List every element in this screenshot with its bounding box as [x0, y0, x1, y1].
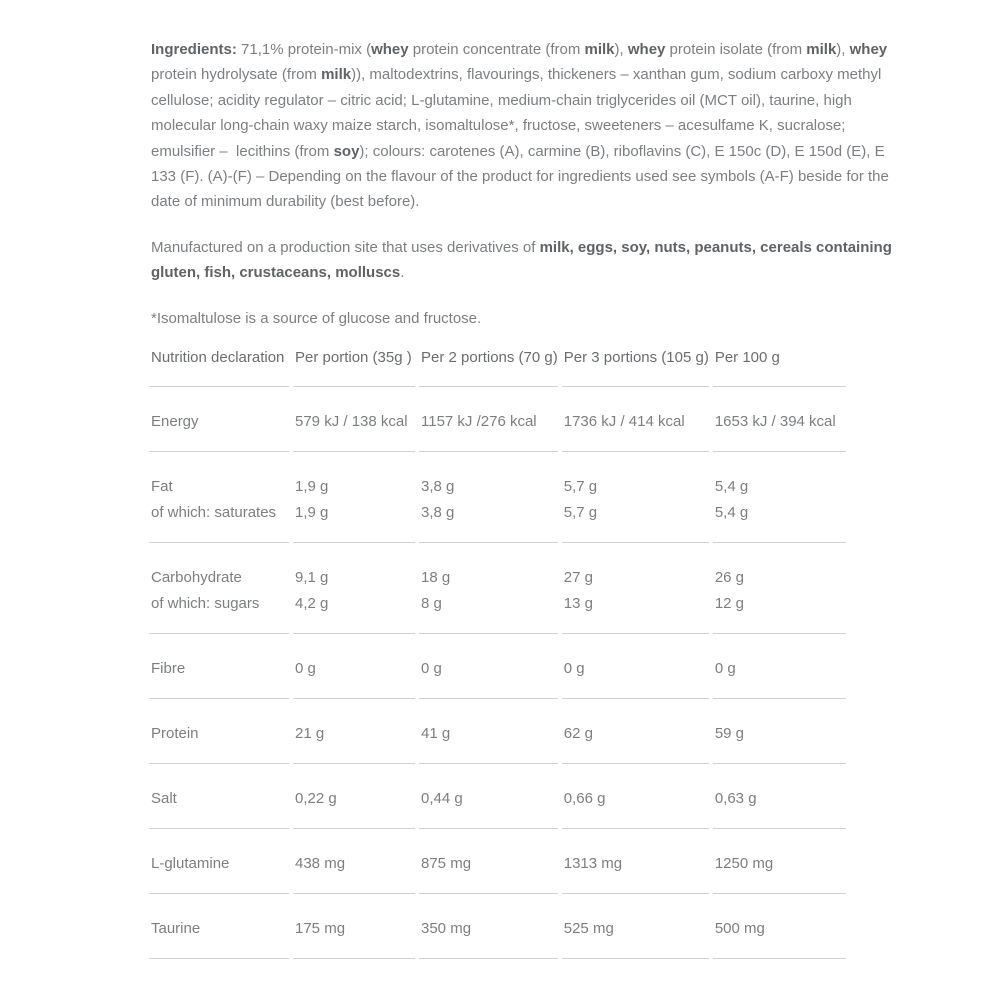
cell-line: 21 g: [295, 725, 325, 743]
text-line: [151, 113, 871, 138]
cell-line: 18 g: [421, 569, 451, 587]
table-cell: [149, 764, 289, 829]
bold-text-segment: whey: [627, 41, 666, 58]
cell-line: 9,1 g: [295, 569, 329, 587]
cell-line: 0,66 g: [563, 790, 606, 808]
cell-line: L-glutamine: [151, 855, 230, 873]
text-segment: Manufactured on a production site that uses derivatives of: [151, 238, 540, 256]
table-cell: [419, 894, 558, 959]
cell-line: Fat: [151, 478, 173, 496]
bold-text-segment: soy: [333, 142, 360, 160]
cell-line: Protein: [151, 725, 199, 743]
bold-text-segment: milk: [584, 41, 615, 58]
table-cell: [562, 699, 709, 764]
cell-line: 1,9 g: [295, 504, 329, 522]
cell-line: 0,63 g: [714, 790, 757, 808]
cell-line: Carbohydrate: [151, 569, 242, 587]
text-segment: ),: [836, 41, 850, 58]
cell-line: 5,4 g: [714, 504, 749, 522]
text-segment: cellulose; acidity regulator – citric acid; L-glutamine, medium-chain triglycerides oil (MCT oil), taurine, high: [151, 91, 852, 109]
table-cell: [713, 452, 846, 543]
cell-line: 1736 kJ / 414 kcal: [563, 413, 685, 431]
cell-line: 1,9 g: [295, 478, 329, 496]
table-cell: [149, 634, 289, 699]
table-cell: [293, 699, 415, 764]
table-header: [149, 345, 846, 387]
table-cell: [713, 894, 846, 959]
table-cell: [419, 764, 558, 829]
cell-line: 5,4 g: [714, 478, 749, 496]
table-cell: [149, 387, 289, 452]
cell-line: 175 mg: [295, 920, 346, 938]
cell-line: 5,7 g: [563, 504, 598, 522]
text-line: [151, 62, 882, 87]
column-header: Per portion (35g ): [293, 345, 415, 387]
cell-line: Energy: [151, 413, 199, 431]
table-row: [149, 764, 846, 829]
table-row: [149, 699, 846, 764]
table-cell: [149, 699, 289, 764]
table-cell: [562, 634, 709, 699]
text-line: [151, 88, 871, 113]
cell-line: 8 g: [421, 595, 442, 613]
table-cell: [562, 894, 709, 959]
text-line: [151, 260, 871, 285]
text-segment: )), maltodextrins, flavourings, thickeners – xanthan gum, sodium carboxy methyl: [351, 66, 882, 84]
column-header: Per 100 g: [713, 345, 846, 387]
cell-line: 27 g: [563, 569, 593, 587]
table-cell: [149, 452, 289, 543]
cell-line: 59 g: [714, 725, 745, 743]
cell-line: 1313 mg: [563, 855, 623, 873]
table-cell: [713, 699, 846, 764]
bold-text-segment: whey: [371, 41, 409, 58]
table-row: [149, 829, 846, 894]
cell-line: 0,44 g: [421, 790, 463, 808]
table-row: [149, 634, 846, 699]
text-segment: protein concentrate (from: [408, 41, 585, 58]
cell-line: 13 g: [563, 595, 593, 613]
cell-line: 1653 kJ / 394 kcal: [714, 413, 836, 431]
table-cell: [293, 387, 415, 452]
table-cell: [713, 543, 846, 634]
text-line: [151, 37, 888, 62]
table-cell: [562, 764, 709, 829]
text-segment: protein isolate (from: [665, 41, 807, 58]
cell-line: 0 g: [421, 660, 442, 678]
cell-line: 3,8 g: [421, 504, 455, 522]
table-cell: [419, 634, 558, 699]
table-cell: [293, 543, 415, 634]
cell-line: Fibre: [151, 660, 186, 678]
text-line: [151, 189, 871, 214]
table-body: [149, 387, 846, 959]
text-segment: protein hydrolysate (from: [151, 66, 322, 84]
product-details-section: [151, 37, 892, 959]
table-cell: [419, 829, 558, 894]
cell-line: 26 g: [714, 569, 745, 587]
table-cell: [713, 634, 846, 699]
bold-text-segment: milk: [806, 41, 837, 58]
text-line: [151, 164, 889, 189]
column-header: Per 3 portions (105 g): [562, 345, 709, 387]
cell-line: 0 g: [563, 660, 585, 678]
table-cell: [419, 543, 558, 634]
text-segment: .: [400, 264, 405, 282]
table-cell: [293, 829, 415, 894]
text-segment: 71,1% protein-mix (: [236, 41, 372, 58]
cell-line: 500 mg: [714, 920, 765, 938]
column-header: Nutrition declaration: [149, 345, 289, 387]
table-row: [149, 894, 846, 959]
text-segment: *Isomaltulose is a source of glucose and fructose.: [151, 309, 482, 327]
table-cell: [419, 699, 558, 764]
table-cell: [713, 387, 846, 452]
cell-line: 0,22 g: [295, 790, 337, 808]
table-cell: [419, 387, 558, 452]
cell-line: 438 mg: [295, 855, 346, 873]
table-cell: [149, 543, 289, 634]
table-row: [149, 387, 846, 452]
header-row: [149, 345, 846, 387]
text-segment: ),: [614, 41, 628, 58]
table-cell: [293, 634, 415, 699]
table-cell: [562, 543, 709, 634]
bold-text-segment: whey: [849, 41, 888, 58]
cell-line: 3,8 g: [421, 478, 455, 496]
cell-line: Taurine: [151, 920, 201, 938]
table-cell: [419, 452, 558, 543]
table-cell: [149, 829, 289, 894]
allergen-paragraph: [151, 235, 892, 286]
bold-text-segment: milk: [321, 66, 352, 84]
bold-text-segment: Ingredients:: [151, 41, 237, 58]
table-cell: [293, 764, 415, 829]
cell-line: 525 mg: [563, 920, 614, 938]
cell-line: of which: sugars: [151, 595, 260, 613]
cell-line: 1250 mg: [714, 855, 774, 873]
cell-line: 350 mg: [421, 920, 472, 938]
table-cell: [293, 452, 415, 543]
isomaltulose-footnote: [151, 306, 871, 331]
text-segment: ); colours: carotenes (A), carmine (B), riboflavins (C), E 150c (D), E 150d (E), E: [359, 142, 885, 160]
table-cell: [562, 829, 709, 894]
column-header: Per 2 portions (70 g): [419, 345, 558, 387]
bold-text-segment: gluten, fish, crustaceans, molluscs: [151, 264, 401, 282]
nutrition-table: [145, 345, 850, 959]
text-line: [151, 139, 885, 164]
text-segment: date of minimum durability (best before).: [151, 193, 420, 211]
cell-line: 62 g: [563, 725, 593, 743]
cell-line: 0 g: [295, 660, 316, 678]
text-line: [151, 235, 892, 260]
cell-line: 41 g: [421, 725, 451, 743]
text-segment: emulsifier – lecithins (from: [151, 142, 334, 160]
table-cell: [562, 387, 709, 452]
cell-line: 4,2 g: [295, 595, 329, 613]
table-cell: [293, 894, 415, 959]
cell-line: 875 mg: [421, 855, 472, 873]
cell-line: 1157 kJ /276 kcal: [421, 413, 537, 431]
table-cell: [149, 894, 289, 959]
cell-line: 5,7 g: [563, 478, 598, 496]
cell-line: Salt: [151, 790, 177, 808]
cell-line: 12 g: [714, 595, 745, 613]
text-segment: 133 (F). (A)-(F) – Depending on the flavour of the product for ingredients used see symbols (A-F) beside for the: [151, 168, 889, 186]
text-line: [151, 306, 871, 331]
cell-line: 579 kJ / 138 kcal: [295, 413, 408, 431]
table-row: [149, 452, 846, 543]
table-cell: [713, 764, 846, 829]
text-segment: molecular long-chain waxy maize starch, isomaltulose*, fructose, sweeteners – acesulfame K, sucralose;: [151, 117, 846, 135]
ingredients-paragraph: [151, 37, 889, 215]
table-cell: [713, 829, 846, 894]
table-cell: [562, 452, 709, 543]
cell-line: 0 g: [714, 660, 736, 678]
bold-text-segment: milk, eggs, soy, nuts, peanuts, cereals containing: [539, 238, 892, 256]
table-row: [149, 543, 846, 634]
cell-line: of which: saturates: [151, 504, 277, 522]
